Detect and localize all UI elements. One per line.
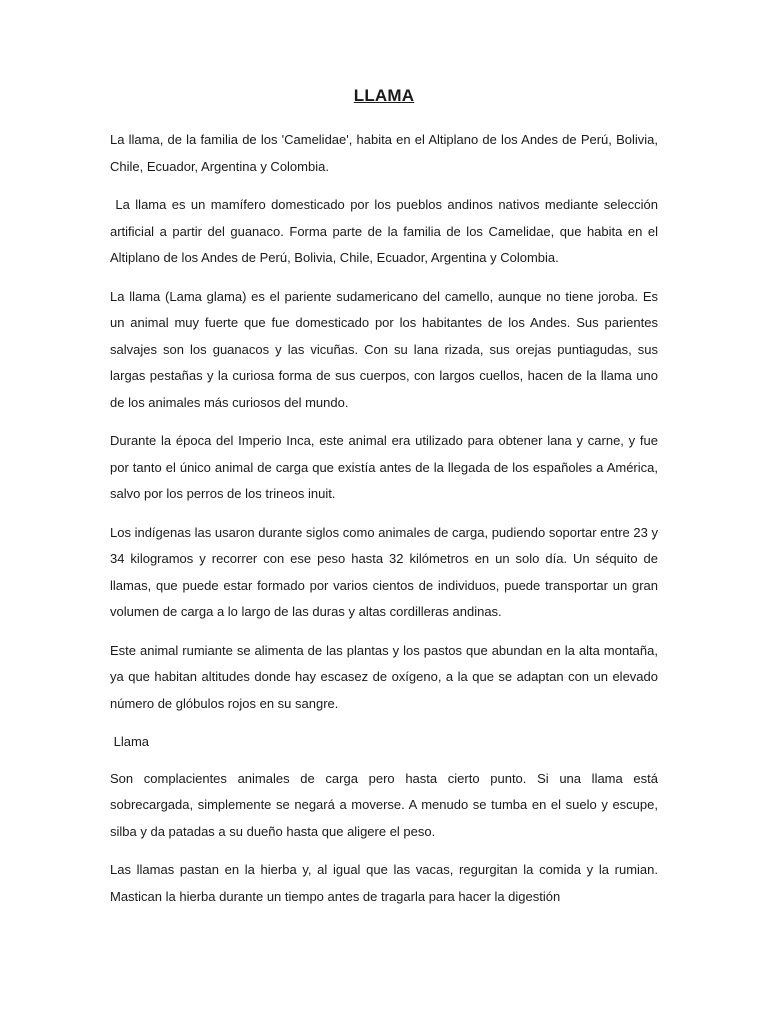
paragraph-diet: Este animal rumiante se alimenta de las plantas y los pastos que abundan en la alta montaña, ya que habitan altitudes donde hay escasez de oxígeno, a la que se adaptan con un elevado número de glóbulos rojos en su sangre. (110, 642, 662, 711)
document-title: LLAMA (353, 86, 415, 105)
paragraph-inca-empire: Durante la época del Imperio Inca, este animal era utilizado para obtener lana y carne, y fue por tanto el único animal de carga que existía antes de la llegada de los españoles a América, salvo por los perros de los trineos inuit. (110, 433, 662, 501)
paragraph-relatives: La llama (Lama glama) es el pariente sudamericano del camello, aunque no tiene joroba. Es un animal muy fuerte que fue domesticado por los habitantes de los Andes. Sus parientes salvajes son los guanacos y las vicuñas. Con su lana rizada, sus orejas puntiagudas, sus largas pestañas y la curiosa forma de sus cuerpos, con largos cuellos, hacen de la llama uno de los animales más curiosos del mundo. (110, 288, 662, 410)
paragraph-grazing: Las llamas pastan en la hierba y, al igual que las vacas, regurgitan la comida y la rumian. Mastican la hierba durante un tiempo antes de tragarla para hacer la digestión (110, 862, 662, 904)
paragraph-behavior: Son complacientes animales de carga pero hasta cierto punto. Si una llama está sobrecargada, simplemente se negará a moverse. A menudo se tumba en el suelo y escupe, silba y da patadas a su dueño hasta que aligere el peso. (110, 770, 662, 839)
image-caption-llama: Llama (110, 734, 150, 749)
paragraph-cargo: Los indígenas las usaron durante siglos como animales de carga, pudiendo soportar entre 23 y 34 kilogramos y recorrer con ese peso hasta 32 kilómetros en un solo día. Un séquito de llamas, que puede estar formado por varios cientos de individuos, puede transportar un gran volumen de carga a lo largo de las duras y altas cordilleras andinas. (110, 524, 662, 619)
paragraph-intro: La llama, de la familia de los 'Camelidae', habita en el Altiplano de los Andes de Perú, Bolivia, Chile, Ecuador, Argentina y Colombia. (110, 132, 662, 174)
paragraph-domestication: La llama es un mamífero domesticado por los pueblos andinos nativos mediante selección artificial a partir del guanaco. Forma parte de la familia de los Camelidae, que habita en el Altiplano de los Andes de Perú, Bolivia, Chile, Ecuador, Argentina y Colombia. (110, 197, 662, 265)
document-body (110, 127, 662, 922)
